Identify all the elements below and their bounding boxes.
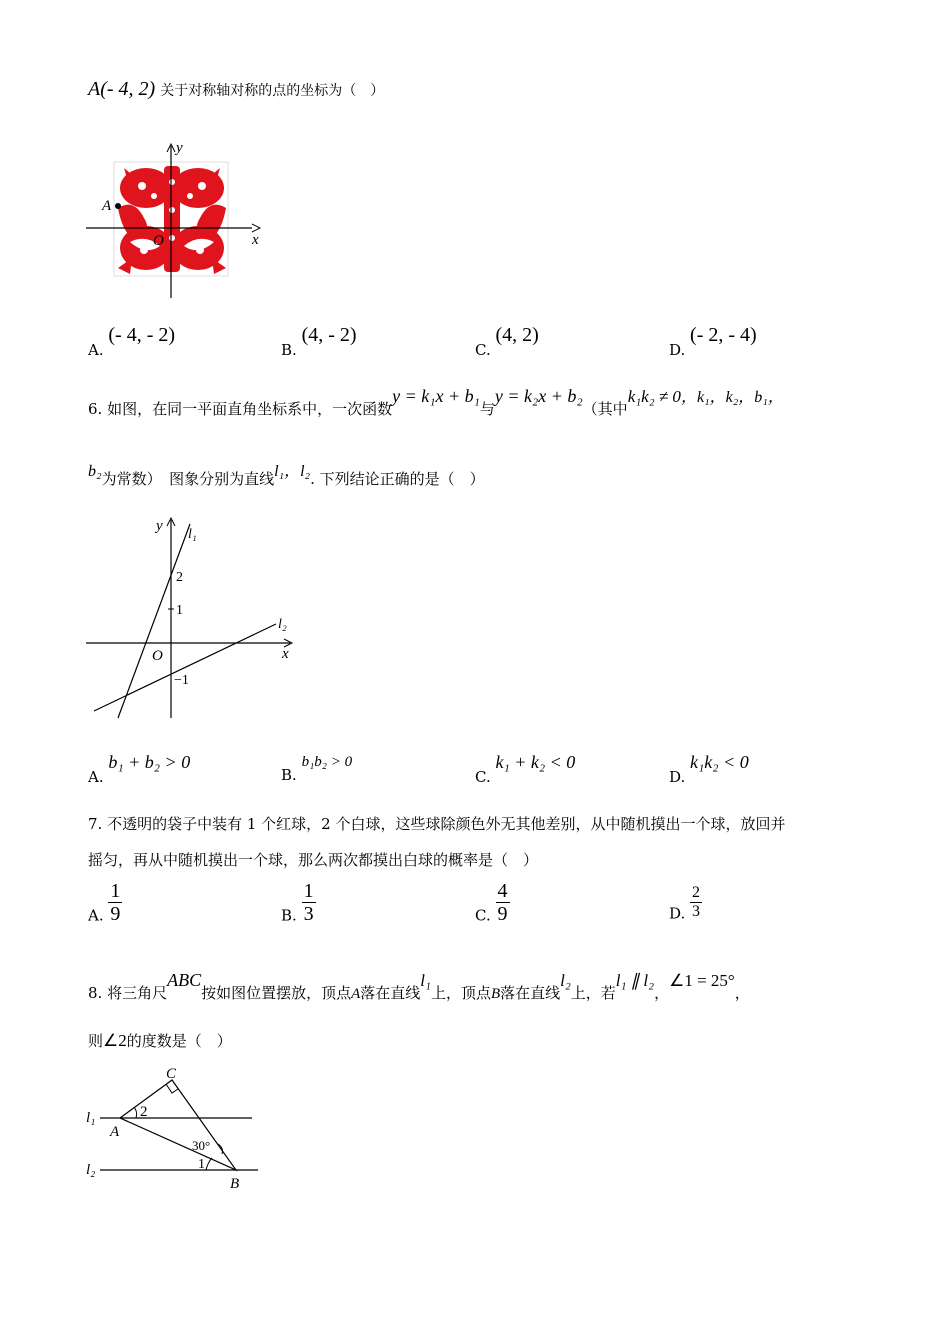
q8-angle1: ∠1 = 25°	[669, 971, 735, 990]
q8-l1-label: l₁	[86, 1110, 96, 1126]
q8-l1: l₁	[420, 971, 431, 990]
q8-parallel: l₁ ∥ l₂	[615, 971, 655, 990]
q8-angle2: ∠2	[103, 1031, 127, 1050]
q6-connector: 与	[479, 400, 495, 418]
q8-abc: ABC	[167, 970, 202, 990]
q8-angle1-label: 1	[198, 1157, 205, 1172]
q6-option-c[interactable]	[475, 752, 575, 786]
q7-option-c-num: 4	[497, 880, 508, 902]
q6-option-c-letter: C.	[475, 768, 491, 786]
q7-option-d-letter: D.	[669, 904, 686, 923]
q7-option-a-letter: A.	[88, 906, 104, 925]
q6-tick-1: 1	[176, 603, 183, 618]
q6-stem-line1	[88, 384, 784, 419]
q7-option-a-den: 9	[110, 903, 121, 925]
q6-option-a-value: b₁ + b₂ > 0	[108, 752, 191, 772]
q6-option-b[interactable]	[281, 752, 352, 784]
q6-params: ，k₁，k₂，b₁，	[680, 389, 784, 406]
q5-figure	[84, 138, 274, 300]
q6-y-label: y	[156, 518, 163, 534]
q5-option-b-value: (4, - 2)	[301, 324, 357, 346]
q5-option-d-value: (- 2, - 4)	[690, 324, 757, 346]
q5-option-d-letter: D.	[669, 341, 686, 359]
q8-p4: 上，顶点	[430, 984, 491, 1002]
q6-func1: y = k₁x + b₁	[392, 386, 480, 406]
q7-option-a[interactable]	[88, 880, 122, 925]
q6-l1-label: l₁	[188, 527, 197, 542]
q5-option-a[interactable]	[88, 324, 175, 359]
q7-option-a-num: 1	[110, 880, 121, 902]
q8-c-label: C	[166, 1066, 177, 1082]
q5-o-label: O	[153, 233, 164, 249]
q5-stem	[88, 78, 384, 101]
q7-option-b-num: 1	[303, 880, 314, 902]
q8-figure	[80, 1060, 270, 1192]
q8-p5: 落在直线	[500, 984, 561, 1002]
q7-line1: 7. 不透明的袋子中装有 1 个红球，2 个白球，这些球除颜色外无其他差别，从中随机摸出一个球，放回并	[88, 815, 786, 833]
q8-p7: ，	[734, 984, 750, 1002]
q8-l2-label: l₂	[86, 1162, 96, 1178]
q6-tick-2: 2	[176, 570, 183, 585]
q5-option-b[interactable]	[281, 324, 357, 359]
q7-option-b-letter: B.	[281, 906, 297, 925]
q6-cond: k₁k₂ ≠ 0	[627, 387, 681, 406]
q6-o-label: O	[152, 648, 163, 664]
q7-option-b[interactable]	[281, 880, 316, 925]
q8-p2: 按如图位置摆放，顶点	[201, 984, 352, 1002]
q6-lines: l₁，l₂	[274, 463, 311, 480]
q6-cond-prefix: （其中	[582, 400, 628, 418]
q8-line2	[88, 1030, 232, 1051]
q7-option-c[interactable]	[475, 880, 510, 925]
q6-b2: b₂	[88, 463, 102, 480]
q5-option-b-letter: B.	[281, 341, 297, 359]
q6-option-b-letter: B.	[281, 766, 297, 784]
q6-l2-label: l₂	[278, 617, 287, 632]
q8-p3: 落在直线	[360, 984, 421, 1002]
q6-figure	[80, 512, 310, 724]
q5-y-label: y	[176, 140, 183, 156]
q7-option-c-letter: C.	[475, 906, 491, 925]
q7-option-c-den: 9	[497, 903, 508, 925]
q6-tick-m1: −1	[174, 673, 189, 688]
q5-option-d[interactable]	[669, 324, 757, 359]
q5-option-a-value: (- 4, - 2)	[108, 324, 176, 346]
q8-line2-pre: 则	[88, 1032, 104, 1050]
q5-point: A(- 4, 2)	[88, 78, 156, 100]
q6-stem-b: 为常数） 图象分别为直线	[101, 470, 275, 488]
q6-stem-line2	[88, 458, 485, 489]
q6-option-a-letter: A.	[88, 768, 104, 786]
q7-option-d[interactable]	[669, 884, 702, 923]
q8-angle2-label: 2	[140, 1104, 148, 1120]
q6-func2: y = k₂x + b₂	[494, 386, 583, 406]
q6-stem-c: . 下列结论正确的是（ ）	[310, 470, 485, 488]
q8-l2: l₂	[560, 971, 571, 990]
q5-option-a-letter: A.	[88, 341, 104, 359]
q6-option-c-value: k₁ + k₂ < 0	[495, 752, 576, 772]
q7-option-b-den: 3	[303, 903, 314, 925]
q5-option-c[interactable]	[475, 324, 539, 359]
q7-option-d-num: 2	[692, 884, 701, 901]
q8-b: B	[490, 986, 501, 1002]
q5-a-label: A	[102, 198, 112, 214]
q5-option-c-value: (4, 2)	[495, 324, 539, 346]
q6-option-d[interactable]	[669, 752, 749, 786]
q6-stem-a: 6. 如图，在同一平面直角坐标系中，一次函数	[88, 400, 393, 418]
q8-a-label: A	[110, 1124, 120, 1140]
q5-option-c-letter: C.	[475, 341, 491, 359]
q6-x-label: x	[282, 646, 289, 662]
q6-option-d-value: k₁k₂ < 0	[690, 752, 749, 772]
q6-option-a[interactable]	[88, 752, 190, 786]
q8-p6: 上，若	[570, 984, 616, 1002]
q8-p1: 8. 将三角尺	[88, 984, 168, 1002]
q7-option-d-den: 3	[692, 903, 701, 920]
q5-stem-text: 关于对称轴对称的点的坐标为（ ）	[160, 83, 385, 99]
q7-line2: 摇匀，再从中随机摸出一个球，那么两次都摸出白球的概率是（ ）	[88, 851, 539, 869]
q8-line2-post: 的度数是（ ）	[126, 1032, 232, 1050]
q8-line1: 8. 将三角尺ABC按如图位置摆放，顶点A落在直线l₁上，顶点B落在直线l₂上，若l₁ ∥ l₂，∠1 = 25°，	[88, 970, 750, 1002]
q8-b-label: B	[230, 1176, 240, 1192]
q8-a: A	[351, 986, 361, 1002]
q8-angle30-label: 30°	[192, 1138, 211, 1153]
q6-option-b-value: b₁b₂ > 0	[301, 754, 353, 770]
q5-x-label: x	[252, 232, 259, 248]
q6-option-d-letter: D.	[669, 768, 686, 786]
